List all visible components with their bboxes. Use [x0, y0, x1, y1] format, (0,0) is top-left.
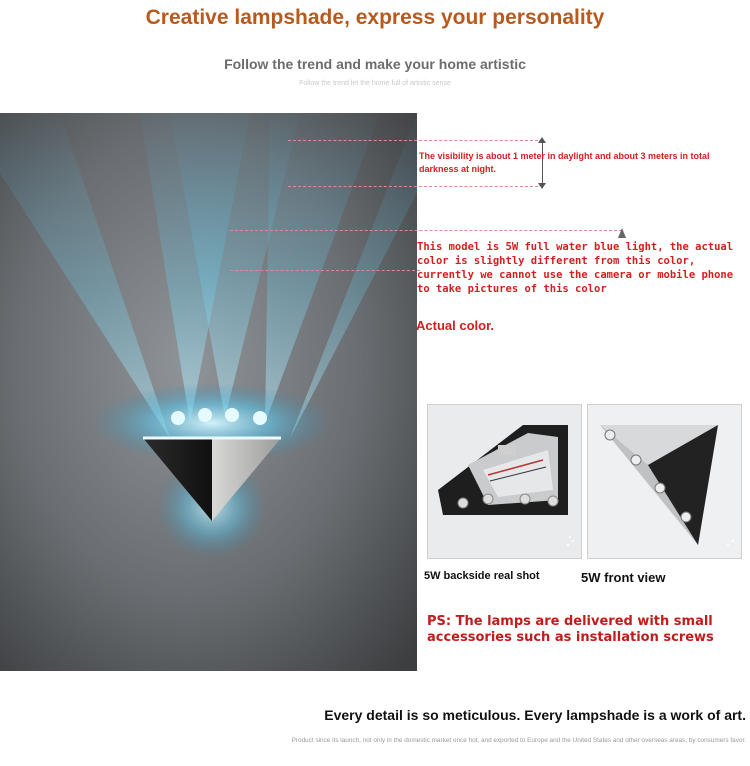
page-subtitle: Follow the trend and make your home artistic — [224, 56, 526, 72]
backside-photo — [427, 404, 582, 559]
guide-line-model — [230, 230, 622, 231]
visibility-note: The visibility is about 1 meter in daylight and about 3 meters in total darkness at night. — [419, 151, 710, 174]
tagline: Every detail is so meticulous. Every lampshade is a work of art. — [324, 707, 746, 723]
backside-caption: 5W backside real shot — [424, 570, 540, 582]
arrow-down-icon — [538, 183, 546, 189]
lamp-main-photo — [0, 113, 417, 671]
fine-print: Product since its launch, not only in the domestic market once hot, and exported to Europe and the United States and other overseas areas, by consumers favor. — [291, 737, 746, 744]
actual-color-label: Actual color. — [416, 318, 495, 333]
model-color-note: This model is 5W full water blue light, the actual color is slightly different from this color, currently we cannot use the camera or mobile phone to take pictures of this color — [417, 241, 734, 295]
front-view-caption: 5W front view — [581, 570, 666, 585]
ghost-subtitle: Follow the trend let the home full of artistic sense — [299, 80, 451, 87]
guide-line-model-2 — [230, 270, 420, 271]
ps-note: PS: The lamps are delivered with small accessories such as installation screws — [427, 614, 714, 645]
front-view-photo — [587, 404, 742, 559]
arrow-up-icon — [538, 137, 546, 143]
guide-line-top — [288, 140, 538, 141]
page-title: Creative lampshade, express your personality — [145, 6, 605, 29]
guide-line-bottom — [288, 186, 538, 187]
